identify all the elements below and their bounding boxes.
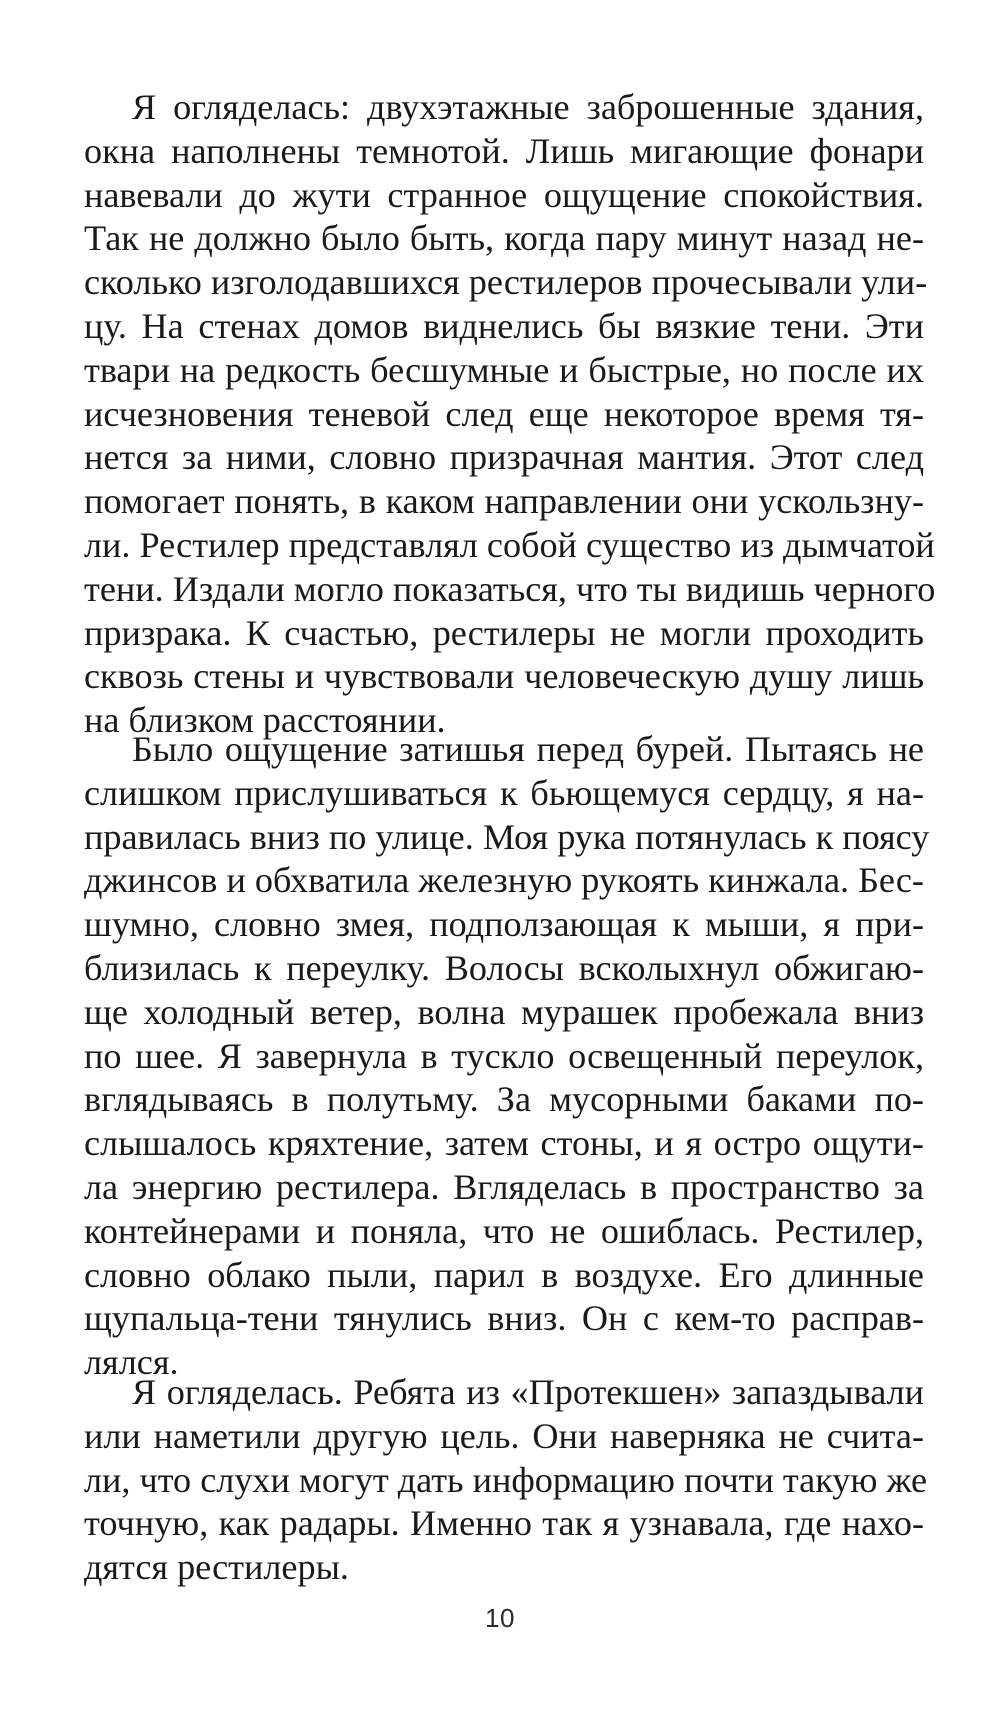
text-line: исчезновения теневой след еще некоторое время тя-	[84, 393, 924, 434]
text-line: Я огляделась. Ребята из «Протекшен» запаздывали	[132, 1372, 924, 1412]
text-line: сколько изголодавшихся рестилеров прочесывали ули-	[84, 262, 928, 303]
text-line: вглядываясь в полутьму. За мусорными баками по-	[84, 1079, 924, 1120]
text-line: или наметили другую цель. Они наверняка не счита-	[84, 1415, 924, 1456]
text-line: слишком прислушиваться к бьющемуся сердцу, я на-	[84, 772, 924, 813]
text-line: тени. Издали могло показаться, что ты видишь черного	[84, 568, 936, 609]
text-line: щупальца-тени тянулись вниз. Он с кем-то расправ-	[84, 1298, 924, 1339]
text-line: слышалось кряхтение, затем стоны, и я остро ощути-	[84, 1123, 924, 1164]
text-line: дятся рестилеры.	[84, 1547, 349, 1588]
text-line: на близком расстоянии.	[84, 700, 446, 741]
text-line: шумно, словно змея, подползающая к мыши, я при-	[84, 904, 924, 945]
text-line: контейнерами и поняла, что не ошиблась. Рестилер,	[84, 1210, 924, 1251]
text-line: помогает понять, в каком направлении они ускользну-	[84, 481, 924, 522]
text-line: ла энергию рестилера. Вгляделась в пространство за	[84, 1166, 924, 1207]
text-line: джинсов и обхватила железную рукоять кинжала. Бес-	[84, 860, 924, 901]
paragraph	[84, 86, 936, 743]
text-line: Я огляделась: двухэтажные заброшенные здания,	[132, 87, 924, 127]
text-line: нется за ними, словно призрачная мантия. Этот след	[84, 437, 924, 478]
text-line: точную, как радары. Именно так я узнавала, где нахо-	[84, 1503, 924, 1544]
text-line: Так не должно было быть, когда пару минут назад не-	[84, 218, 924, 259]
page-number: 10	[485, 1603, 515, 1633]
text-line: Было ощущение затишья перед бурей. Пытаясь не	[132, 729, 924, 769]
text-line: ли, что слухи могут дать информацию почти такую же	[84, 1459, 928, 1500]
text-line: призрака. К счастью, рестилеры не могли проходить	[84, 612, 924, 653]
text-line: ще холодный ветер, волна мурашек пробежала вниз	[84, 991, 924, 1032]
text-line: навевали до жути странное ощущение спокойствия.	[84, 174, 924, 215]
text-line: словно облако пыли, парил в воздухе. Его длинные	[84, 1254, 924, 1295]
text-line: по шее. Я завернула в тускло освещенный переулок,	[84, 1035, 924, 1076]
text-line: ли. Рестилер представлял собой существо из дымчатой	[84, 524, 935, 565]
text-line: лялся.	[84, 1342, 179, 1383]
text-line: цу. На стенах домов виднелись бы вязкие тени. Эти	[84, 305, 924, 346]
text-line: близилась к переулку. Волосы всколыхнул обжигаю-	[84, 947, 924, 988]
text-line: твари на редкость бесшумные и быстрые, но после их	[84, 349, 924, 390]
text-line: правилась вниз по улице. Моя рука потянулась к поясу	[84, 816, 930, 857]
text-line: окна наполнены темнотой. Лишь мигающие фонари	[84, 130, 924, 171]
paragraph	[84, 1371, 928, 1590]
paragraph	[84, 728, 930, 1385]
text-line: сквозь стены и чувствовали человеческую душу лишь	[84, 656, 924, 697]
